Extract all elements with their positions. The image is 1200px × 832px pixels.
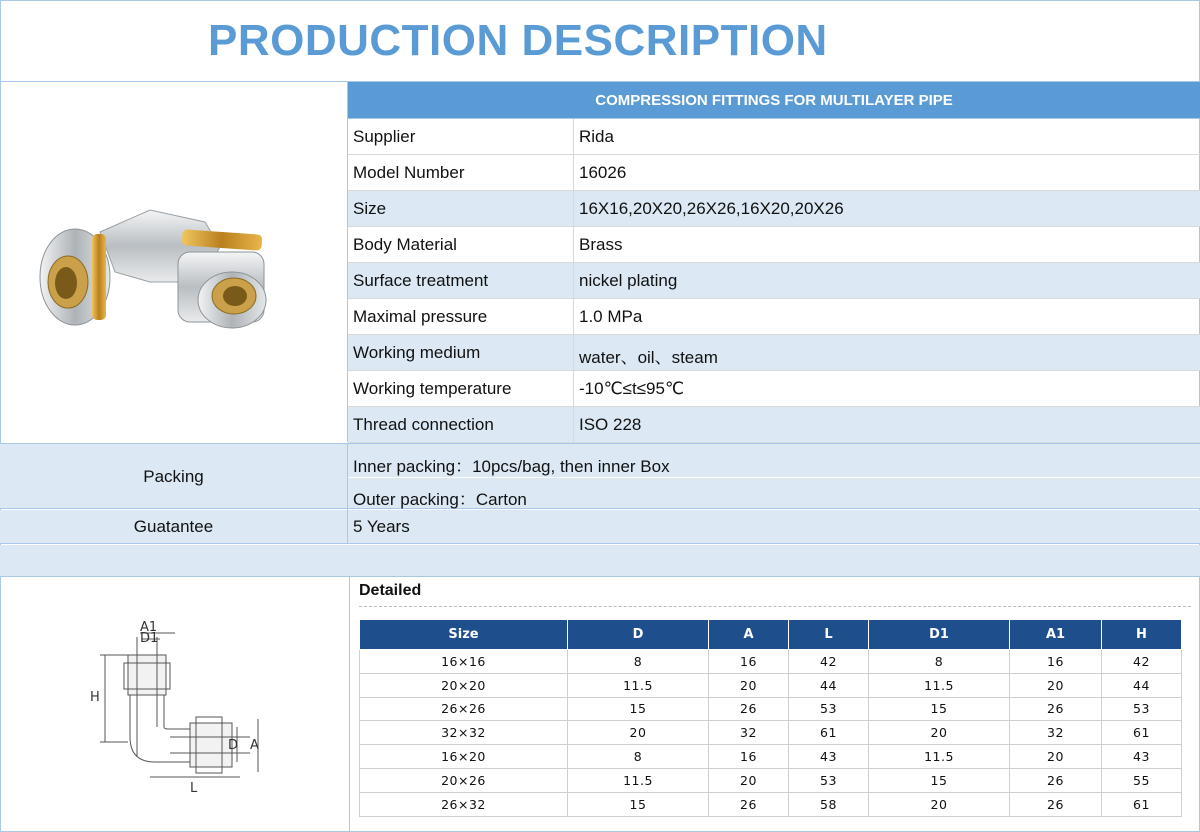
spec-row-working-temperature: [348, 371, 1200, 407]
spec-row-model-number: [348, 155, 1200, 191]
elbow-fitting-photo-icon: [0, 82, 348, 442]
column-header: D: [568, 620, 709, 650]
table-cell: 61: [1102, 721, 1182, 745]
elbow-dimension-drawing-icon: [0, 577, 350, 832]
table-cell: 8: [568, 745, 709, 769]
spec-key: Working medium: [353, 343, 481, 362]
spec-value: Rida: [579, 127, 614, 146]
column-header: A1: [1010, 620, 1102, 650]
table-cell: 44: [1102, 673, 1182, 697]
table-cell: 16: [709, 650, 789, 674]
table-cell: 16×20: [360, 745, 568, 769]
spec-value: ISO 228: [579, 415, 642, 434]
spec-key: Maximal pressure: [353, 307, 488, 326]
table-cell: 53: [1102, 697, 1182, 721]
table-cell: 20: [869, 792, 1010, 816]
table-cell: 16: [709, 745, 789, 769]
table-cell: 20×26: [360, 768, 568, 792]
table-cell: 26: [1010, 792, 1102, 816]
dim-label-d: D: [228, 738, 239, 753]
table-cell: 61: [1102, 792, 1182, 816]
spec-key: Thread connection: [353, 415, 494, 434]
table-row: [360, 650, 1182, 674]
inner-packing: Inner packing：10pcs/bag, then inner Box: [353, 457, 670, 476]
table-cell: 26: [709, 792, 789, 816]
table-cell: 15: [869, 697, 1010, 721]
page-title: PRODUCTION DESCRIPTION: [208, 16, 828, 65]
dim-label-a: A: [250, 738, 259, 753]
table-cell: 26: [1010, 697, 1102, 721]
spec-table-title: COMPRESSION FITTINGS FOR MULTILAYER PIPE: [595, 91, 953, 109]
dimensions-table: [359, 619, 1182, 817]
table-cell: 20: [709, 768, 789, 792]
table-cell: 61: [789, 721, 869, 745]
spec-table-header: [348, 82, 1200, 119]
title-row: [0, 0, 1200, 82]
detailed-divider: [359, 606, 1191, 607]
dim-label-l: L: [190, 781, 198, 796]
table-row: [360, 792, 1182, 816]
table-cell: 20: [1010, 673, 1102, 697]
table-cell: 42: [789, 650, 869, 674]
spec-value: nickel plating: [579, 271, 678, 290]
table-row: [360, 721, 1182, 745]
table-row: [360, 697, 1182, 721]
table-cell: 11.5: [568, 768, 709, 792]
spec-value: -10℃≤t≤95℃: [579, 379, 685, 398]
table-row: [360, 745, 1182, 769]
dim-label-a1: A1: [140, 620, 158, 635]
table-cell: 16×16: [360, 650, 568, 674]
spec-row-thread-connection: [348, 407, 1200, 443]
table-cell: 20: [1010, 745, 1102, 769]
table-cell: 8: [568, 650, 709, 674]
spec-value: water、oil、steam: [579, 348, 718, 367]
table-cell: 26×32: [360, 792, 568, 816]
spec-row-size: [348, 191, 1200, 227]
table-cell: 15: [568, 697, 709, 721]
spec-value: 16026: [579, 163, 627, 182]
table-cell: 15: [869, 768, 1010, 792]
guarantee-section: [0, 510, 1200, 544]
column-header: L: [789, 620, 869, 650]
table-cell: 44: [789, 673, 869, 697]
spec-key: Surface treatment: [353, 271, 489, 290]
column-header: Size: [360, 620, 568, 650]
outer-packing: Outer packing：Carton: [353, 490, 527, 509]
table-cell: 43: [1102, 745, 1182, 769]
table-cell: 55: [1102, 768, 1182, 792]
spec-row-maximal-pressure: [348, 299, 1200, 335]
dimension-drawing-cell: [0, 577, 350, 832]
table-cell: 16: [1010, 650, 1102, 674]
spec-key: Supplier: [353, 127, 416, 146]
spec-value: Brass: [579, 235, 623, 254]
table-cell: 26: [1010, 768, 1102, 792]
table-cell: 53: [789, 768, 869, 792]
column-header: D1: [869, 620, 1010, 650]
spec-row-body-material: [348, 227, 1200, 263]
table-cell: 26: [709, 697, 789, 721]
table-cell: 8: [869, 650, 1010, 674]
guarantee-label: Guatantee: [0, 510, 348, 544]
spec-row-working-medium: [348, 335, 1200, 371]
spec-row-supplier: [348, 119, 1200, 155]
spacer-band: [0, 545, 1200, 577]
dim-label-d1: D1: [140, 631, 159, 646]
spec-row-surface-treatment: [348, 263, 1200, 299]
table-cell: 20: [869, 721, 1010, 745]
table-cell: 53: [789, 697, 869, 721]
table-cell: 58: [789, 792, 869, 816]
table-cell: 26×26: [360, 697, 568, 721]
column-header: A: [709, 620, 789, 650]
spec-value: 1.0 MPa: [579, 307, 643, 326]
table-cell: 15: [568, 792, 709, 816]
table-cell: 20: [709, 673, 789, 697]
table-row: [360, 673, 1182, 697]
guarantee-value: 5 Years: [353, 517, 410, 536]
table-cell: 11.5: [869, 745, 1010, 769]
detailed-title: Detailed: [359, 582, 422, 599]
table-cell: 20×20: [360, 673, 568, 697]
table-cell: 32: [1010, 721, 1102, 745]
table-cell: 20: [568, 721, 709, 745]
packing-section: [0, 443, 1200, 509]
table-cell: 43: [789, 745, 869, 769]
packing-label: Packing: [0, 444, 348, 510]
spec-key: Body Material: [353, 235, 457, 254]
table-cell: 42: [1102, 650, 1182, 674]
product-image-cell: [0, 82, 348, 442]
table-cell: 11.5: [869, 673, 1010, 697]
table-header-row: [360, 620, 1182, 650]
spec-key: Working temperature: [353, 379, 512, 398]
table-cell: 32×32: [360, 721, 568, 745]
spec-key: Model Number: [353, 163, 465, 182]
spec-key: Size: [353, 199, 387, 218]
column-header: H: [1102, 620, 1182, 650]
table-row: [360, 768, 1182, 792]
spec-value: 16X16,20X20,26X26,16X20,20X26: [579, 199, 844, 218]
dim-label-h: H: [90, 690, 100, 705]
table-cell: 32: [709, 721, 789, 745]
table-cell: 11.5: [568, 673, 709, 697]
